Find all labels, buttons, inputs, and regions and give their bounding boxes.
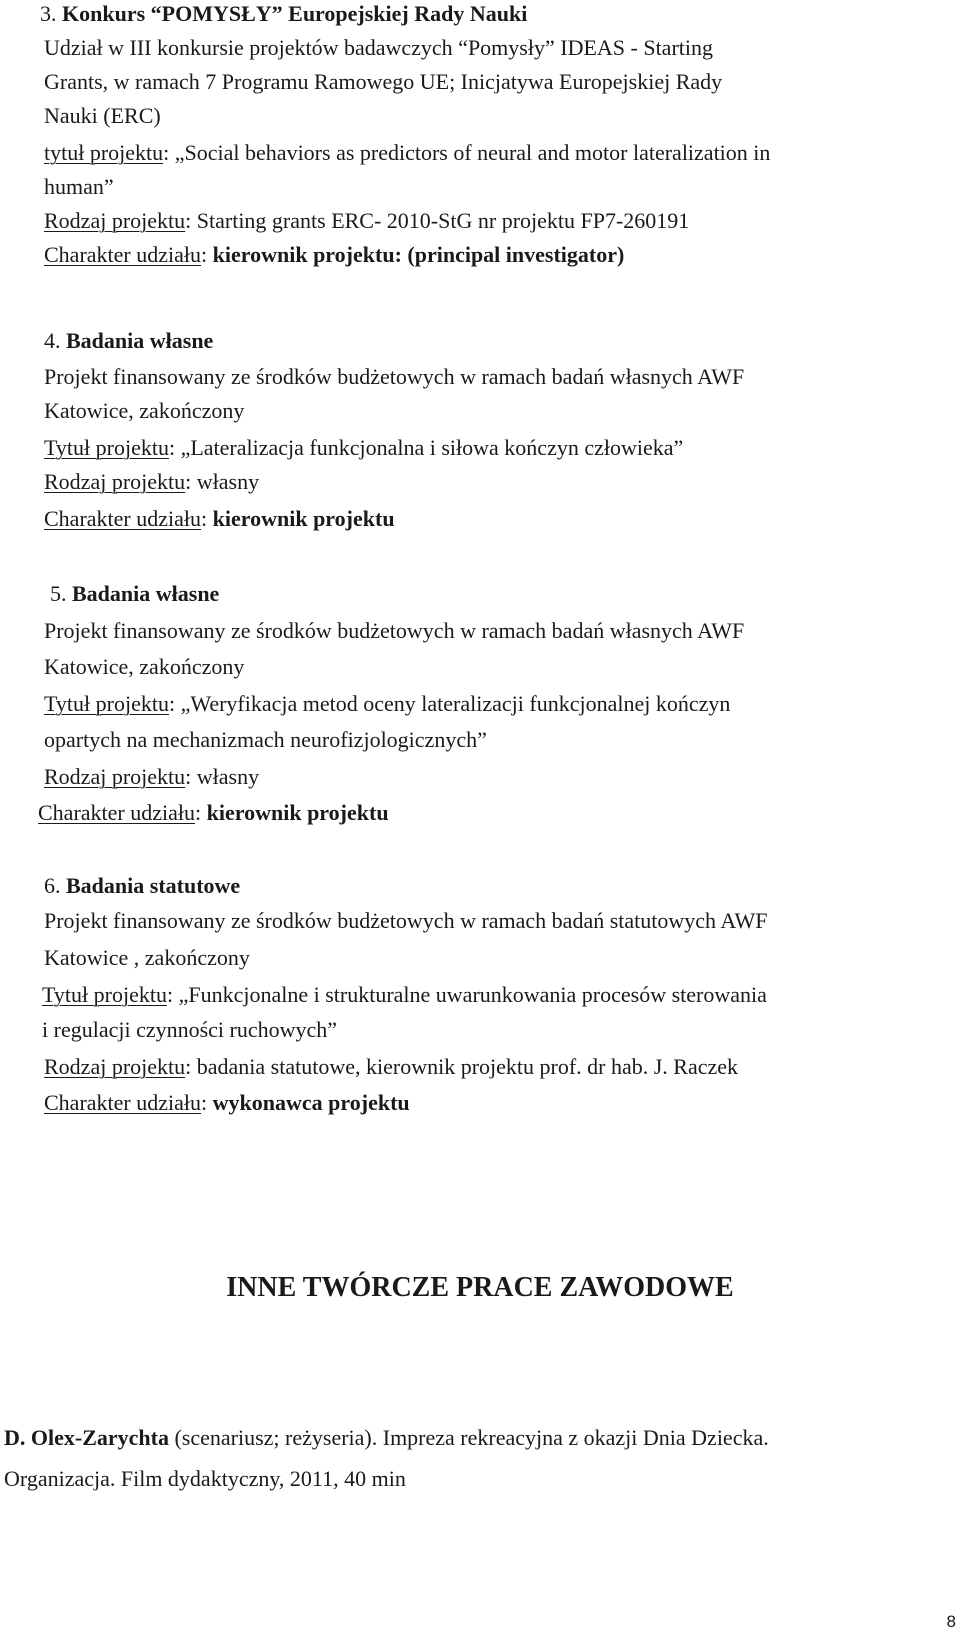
project-heading-text: Badania statutowe (66, 873, 241, 898)
page-number: 8 (946, 1612, 956, 1631)
project-description-line: Katowice, zakończony (44, 398, 245, 423)
project-number: 3. (40, 1, 57, 26)
project-type-label: Rodzaj projektu (44, 764, 186, 789)
project-description-line: Grants, w ramach 7 Programu Ramowego UE; Inicjatywa Europejskiej Rady (44, 69, 723, 94)
project-role-label: Charakter udziału (38, 800, 195, 825)
project-description-line: Projekt finansowany ze środków budżetowych w ramach badań własnych AWF (44, 618, 745, 643)
project-heading (50, 581, 219, 607)
project-type-label: Rodzaj projektu (44, 1054, 186, 1079)
other-works-line-2: Organizacja. Film dydaktyczny, 2011, 40 min (4, 1466, 406, 1491)
project-title-row: Tytuł projektu: „Funkcjonalne i strukturalne uwarunkowania procesów sterowania (42, 982, 767, 1007)
project-role-row: Charakter udziału: wykonawca projektu (44, 1090, 410, 1115)
project-description-line: Projekt finansowany ze środków budżetowych w ramach badań statutowych AWF (44, 908, 768, 933)
project-title-text-continued: opartych na mechanizmach neurofizjologicznych” (44, 727, 487, 752)
project-title-text: „Social behaviors as predictors of neural and motor lateralization in (174, 140, 771, 165)
other-works-description: (scenariusz; reżyseria). Impreza rekreacyjna z okazji Dnia Dziecka. (168, 1425, 769, 1450)
project-type-label: Rodzaj projektu (44, 469, 186, 494)
project-title-label: tytuł projektu (44, 140, 164, 165)
project-number: 4. (44, 328, 61, 353)
project-title-text: „Lateralizacja funkcjonalna i siłowa kończyn człowieka” (180, 435, 684, 460)
project-title-text: „Weryfikacja metod oceny lateralizacji funkcjonalnej kończyn (180, 691, 731, 716)
project-type-row: Rodzaj projektu: własny (44, 764, 260, 789)
project-role-row: Charakter udziału: kierownik projektu (44, 506, 395, 531)
project-title-label: Tytuł projektu (44, 691, 169, 716)
project-heading-text: Konkurs “POMYSŁY” Europejskiej Rady Nauki (62, 1, 528, 26)
project-description-line: Katowice, zakończony (44, 654, 245, 679)
project-title-text-continued: i regulacji czynności ruchowych” (42, 1017, 338, 1042)
project-description-line: Udział w III konkursie projektów badawczych “Pomysły” IDEAS - Starting (44, 35, 714, 60)
other-works-author: D. Olex-Zarychta (4, 1425, 169, 1450)
project-heading-text: Badania własne (72, 581, 220, 606)
project-heading-text: Badania własne (66, 328, 214, 353)
project-type-value: Starting grants ERC- 2010-StG nr projektu FP7-260191 (196, 208, 690, 233)
project-role-value: kierownik projektu: (principal investigator) (212, 242, 625, 267)
project-role-value: kierownik projektu (206, 800, 389, 825)
project-description-line: Projekt finansowany ze środków budżetowych w ramach badań własnych AWF (44, 364, 745, 389)
project-title-label: Tytuł projektu (42, 982, 167, 1007)
project-number: 6. (44, 873, 61, 898)
project-role-value: kierownik projektu (212, 506, 395, 531)
project-title-row: Tytuł projektu: „Weryfikacja metod oceny lateralizacji funkcjonalnej kończyn (44, 691, 731, 716)
project-number: 5. (50, 581, 67, 606)
project-type-row: Rodzaj projektu: własny (44, 469, 260, 494)
project-type-value: własny (196, 469, 260, 494)
project-role-label: Charakter udziału (44, 1090, 201, 1115)
project-type-row: Rodzaj projektu: Starting grants ERC- 2010-StG nr projektu FP7-260191 (44, 208, 690, 233)
project-heading (44, 328, 213, 354)
project-role-label: Charakter udziału (44, 242, 201, 267)
project-title-text-continued: human” (44, 174, 114, 199)
project-heading (40, 1, 527, 27)
section-heading-other-works: INNE TWÓRCZE PRACE ZAWODOWE (226, 1272, 734, 1303)
project-description-line: Nauki (ERC) (44, 103, 161, 128)
project-type-row: Rodzaj projektu: badania statutowe, kierownik projektu prof. dr hab. J. Raczek (44, 1054, 739, 1079)
other-works-line-1 (4, 1425, 769, 1451)
project-type-label: Rodzaj projektu (44, 208, 186, 233)
project-title-row: Tytuł projektu: „Lateralizacja funkcjonalna i siłowa kończyn człowieka” (44, 435, 684, 460)
project-type-value: badania statutowe, kierownik projektu prof. dr hab. J. Raczek (196, 1054, 739, 1079)
project-title-row: tytuł projektu: „Social behaviors as predictors of neural and motor lateralization in (44, 140, 771, 165)
project-role-value: wykonawca projektu (212, 1090, 410, 1115)
project-heading (44, 873, 240, 899)
project-role-label: Charakter udziału (44, 506, 201, 531)
project-role-row: Charakter udziału: kierownik projektu: (principal investigator) (44, 242, 625, 267)
project-description-line: Katowice , zakończony (44, 945, 250, 970)
project-type-value: własny (196, 764, 260, 789)
project-title-label: Tytuł projektu (44, 435, 169, 460)
project-role-row: Charakter udziału: kierownik projektu (38, 800, 389, 825)
project-title-text: „Funkcjonalne i strukturalne uwarunkowania procesów sterowania (178, 982, 767, 1007)
